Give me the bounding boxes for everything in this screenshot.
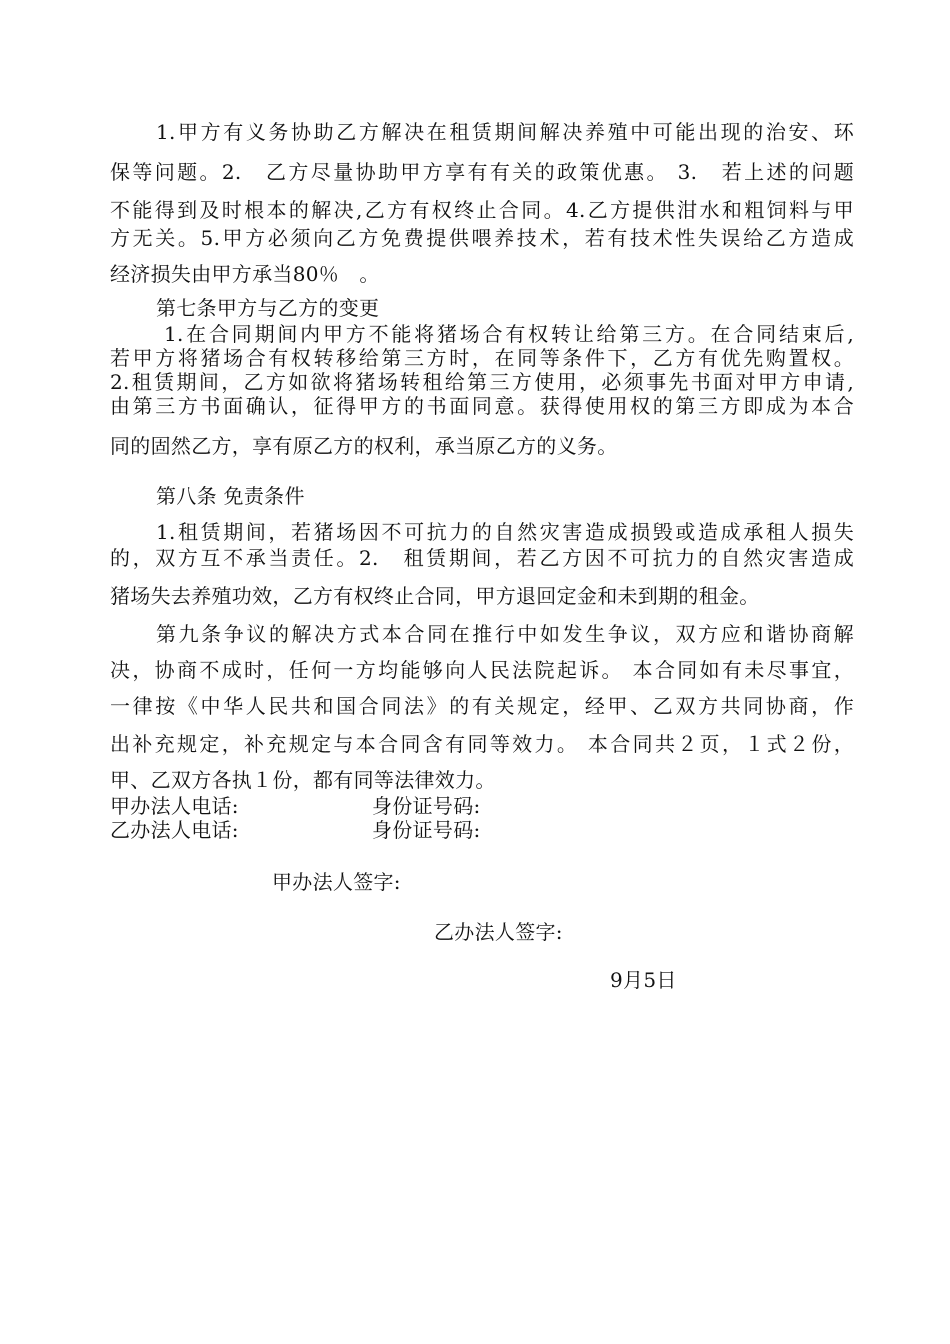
party-b-id-label: 身份证号码: xyxy=(372,818,481,842)
paragraph-line: 不能得到及时根本的解决,乙方有权终止合同。4.乙方提供泔水和粗饲料与甲 xyxy=(110,198,854,222)
paragraph-line: 由第三方书面确认，征得甲方的书面同意。获得使用权的第三方即成为本合 xyxy=(110,394,854,418)
paragraph-line: 第九条争议的解决方式本合同在推行中如发生争议，双方应和谐协商解 xyxy=(156,622,854,646)
paragraph-line: 的，双方互不承当责任。2. 租赁期间，若乙方因不可抗力的自然灾害造成 xyxy=(110,546,854,570)
party-b-signature-label: 乙办法人签字: xyxy=(434,920,563,944)
paragraph-line: 1.甲方有义务协助乙方解决在租赁期间解决养殖中可能出现的治安、环 xyxy=(156,120,854,144)
paragraph-line: 若甲方将猪场合有权转移给第三方时，在同等条件下，乙方有优先购置权。 xyxy=(110,346,854,370)
paragraph-line: 2.租赁期间，乙方如欲将猪场转租给第三方使用，必须事先书面对甲方申请, xyxy=(110,370,854,394)
paragraph-line: 猪场失去养殖功效，乙方有权终止合同，甲方退回定金和未到期的租金。 xyxy=(110,584,760,608)
paragraph-line: 1.租赁期间，若猪场因不可抗力的自然灾害造成损毁或造成承租人损失 xyxy=(156,520,854,544)
paragraph-line: 出补充规定，补充规定与本合同含有同等效力。 本合同共２页，１式２份， xyxy=(110,732,854,756)
paragraph-line: 一律按《中华人民共和国合同法》的有关规定，经甲、乙双方共同协商，作 xyxy=(110,694,854,718)
party-b-phone-label: 乙办法人电话: xyxy=(110,818,239,842)
signing-date: 9月5日 xyxy=(610,968,677,992)
party-a-signature-label: 甲办法人签字: xyxy=(272,870,401,894)
paragraph-line: 经济损失由甲方承当80％ 。 xyxy=(110,262,380,286)
party-a-phone-label: 甲办法人电话: xyxy=(110,794,239,818)
section-heading: 第八条 免责条件 xyxy=(156,484,305,508)
paragraph-line: 保等问题。2. 乙方尽量协助甲方享有有关的政策优惠。 3. 若上述的问题 xyxy=(110,160,854,184)
section-heading: 第七条甲方与乙方的变更 xyxy=(156,296,380,320)
paragraph-line: 1.在合同期间内甲方不能将猪场合有权转让给第三方。在合同结束后, xyxy=(164,322,854,346)
paragraph-line: 同的固然乙方，享有原乙方的权利，承当原乙方的义务。 xyxy=(110,434,618,458)
party-a-id-label: 身份证号码: xyxy=(372,794,481,818)
paragraph-line: 甲、乙双方各执１份，都有同等法律效力。 xyxy=(110,768,496,792)
paragraph-line: 方无关。5.甲方必须向乙方免费提供喂养技术，若有技术性失误给乙方造成 xyxy=(110,226,854,250)
paragraph-line: 决，协商不成时，任何一方均能够向人民法院起诉。 本合同如有未尽事宜， xyxy=(110,658,854,682)
